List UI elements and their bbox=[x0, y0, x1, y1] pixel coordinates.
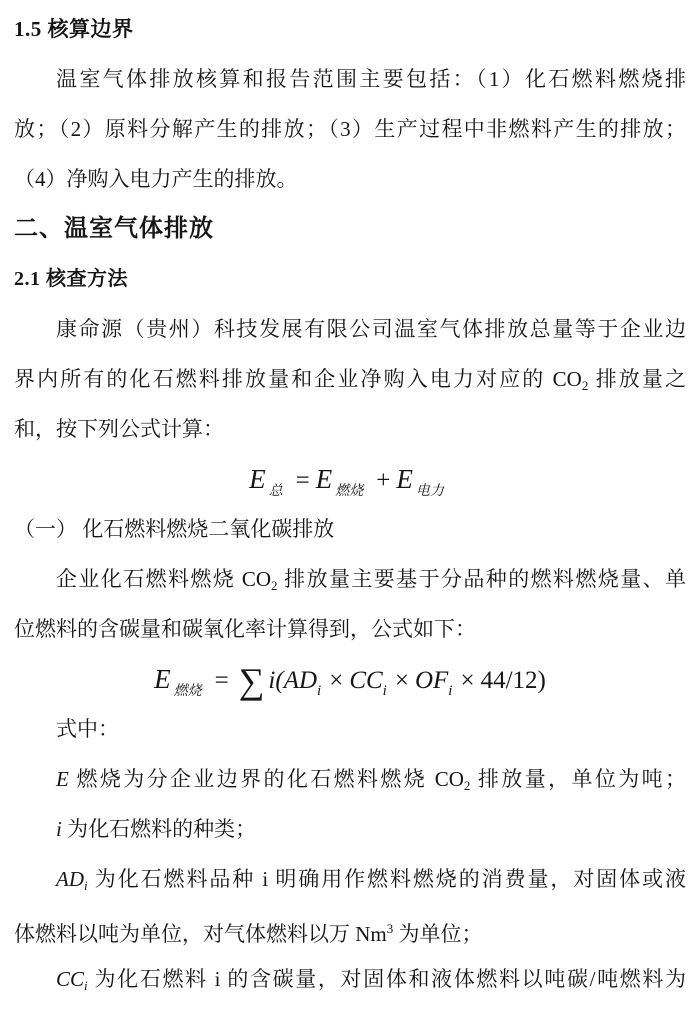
text-run: 式中： bbox=[56, 717, 119, 741]
def-ad-line-2 bbox=[14, 904, 686, 954]
formula-subscript-i: i bbox=[382, 683, 387, 699]
text-run: 排放量主要基于分品种的燃料燃烧量、单 bbox=[277, 567, 686, 591]
def-var-e: E bbox=[56, 767, 69, 791]
def-cc-line bbox=[14, 954, 686, 1004]
formula-var-cc: CC bbox=[349, 667, 383, 694]
text-run: 体燃料以吨为单位，对气体燃料以万 Nm bbox=[14, 922, 387, 946]
para-method-line-2 bbox=[14, 354, 686, 404]
text-run: 排放量，单位为吨； bbox=[470, 767, 686, 791]
heading-1-5-accounting-boundary bbox=[14, 4, 686, 54]
formula-var-ad: AD bbox=[283, 667, 318, 694]
text-run: 康命源（贵州）科技发展有限公司温室气体排放总量等于企业边 bbox=[56, 317, 686, 341]
para-method-line-1 bbox=[14, 304, 686, 354]
text-run: 放；（2）原料分解产生的排放；（3）生产过程中非燃料产生的排放； bbox=[14, 117, 686, 141]
para-scope-line-1 bbox=[14, 54, 686, 104]
heading-text: 2.1 核查方法 bbox=[14, 268, 128, 290]
para-fossil-line-2 bbox=[14, 604, 686, 654]
heading-2-1-verification-method bbox=[14, 254, 686, 304]
text-run: （4）净购入电力产生的排放。 bbox=[14, 167, 298, 191]
formula-combustion-emissions bbox=[14, 654, 686, 704]
formula-var-e-combustion: E bbox=[315, 464, 333, 494]
plus-sign: + bbox=[376, 467, 391, 494]
text-run: 位燃料的含碳量和碳氧化率计算得到，公式如下： bbox=[14, 617, 476, 641]
var-subscript-i: i bbox=[84, 978, 88, 993]
co2-subscript: 2 bbox=[463, 778, 471, 793]
heading-text: 1.5 核算边界 bbox=[14, 17, 134, 41]
multiply-sign: × bbox=[460, 667, 475, 694]
text-run: 企业化石燃料燃烧 CO bbox=[56, 567, 272, 591]
text-run: 为化石燃料的种类； bbox=[61, 817, 257, 841]
text-run: 和，按下列公式计算： bbox=[14, 417, 224, 441]
heading-2-ghg-emissions bbox=[14, 204, 686, 254]
text-run: 为单位； bbox=[393, 922, 483, 946]
def-var-ad: AD bbox=[56, 867, 84, 891]
formula-var-e-electricity: E bbox=[396, 464, 413, 494]
formula-var-e-total: E bbox=[249, 464, 266, 494]
text-run: 排放量之 bbox=[588, 367, 687, 391]
equals-sign: = bbox=[214, 667, 229, 694]
list-item-fossil-fuel-co2 bbox=[14, 504, 686, 554]
formula-subscript-electricity: 电力 bbox=[415, 484, 444, 499]
multiply-sign: × bbox=[329, 667, 344, 694]
where-label bbox=[14, 704, 686, 754]
heading-text: 二、温室气体排放 bbox=[14, 216, 214, 242]
text-run: 燃烧为分企业边界的化石燃料燃烧 CO bbox=[68, 767, 464, 791]
def-e-line bbox=[14, 754, 686, 804]
formula-subscript-combustion: 燃烧 bbox=[173, 684, 202, 699]
para-scope-line-3 bbox=[14, 154, 686, 204]
multiply-sign: × bbox=[394, 667, 409, 694]
summation-symbol: ∑ bbox=[238, 661, 265, 701]
para-fossil-line-1 bbox=[14, 554, 686, 604]
var-subscript-i: i bbox=[84, 878, 88, 893]
formula-index-open: i( bbox=[268, 667, 284, 694]
para-method-line-3 bbox=[14, 404, 686, 454]
text-run: （一） 化石燃料燃烧二氧化碳排放 bbox=[14, 517, 335, 541]
def-i-line bbox=[14, 804, 686, 854]
formula-fraction: 44/12) bbox=[480, 667, 546, 694]
co2-subscript: 2 bbox=[581, 378, 589, 393]
formula-total-emissions bbox=[14, 454, 686, 504]
equals-sign: = bbox=[295, 467, 310, 494]
formula-var-of: OF bbox=[414, 667, 449, 694]
def-var-cc: CC bbox=[56, 967, 85, 991]
text-run: 温室气体排放核算和报告范围主要包括：（1）化石燃料燃烧排 bbox=[56, 67, 686, 91]
co2-subscript: 2 bbox=[271, 578, 278, 593]
formula-var-e: E bbox=[154, 664, 171, 694]
text-run: 为化石燃料 i 的含碳量，对固体和液体燃料以吨碳/吨燃料为 bbox=[87, 967, 686, 991]
def-var-i: i bbox=[56, 817, 62, 841]
text-run: 界内所有的化石燃料排放量和企业净购入电力对应的 CO bbox=[14, 367, 582, 391]
formula-subscript-combustion: 燃烧 bbox=[335, 484, 364, 499]
formula-subscript-i: i bbox=[448, 683, 453, 699]
para-scope-line-2 bbox=[14, 104, 686, 154]
text-run: 为化石燃料品种 i 明确用作燃料燃烧的消费量，对固体或液 bbox=[87, 867, 686, 891]
def-ad-line-1 bbox=[14, 854, 686, 904]
formula-subscript-i: i bbox=[317, 683, 322, 699]
formula-subscript-total: 总 bbox=[268, 484, 283, 499]
nm3-superscript: 3 bbox=[386, 921, 394, 936]
